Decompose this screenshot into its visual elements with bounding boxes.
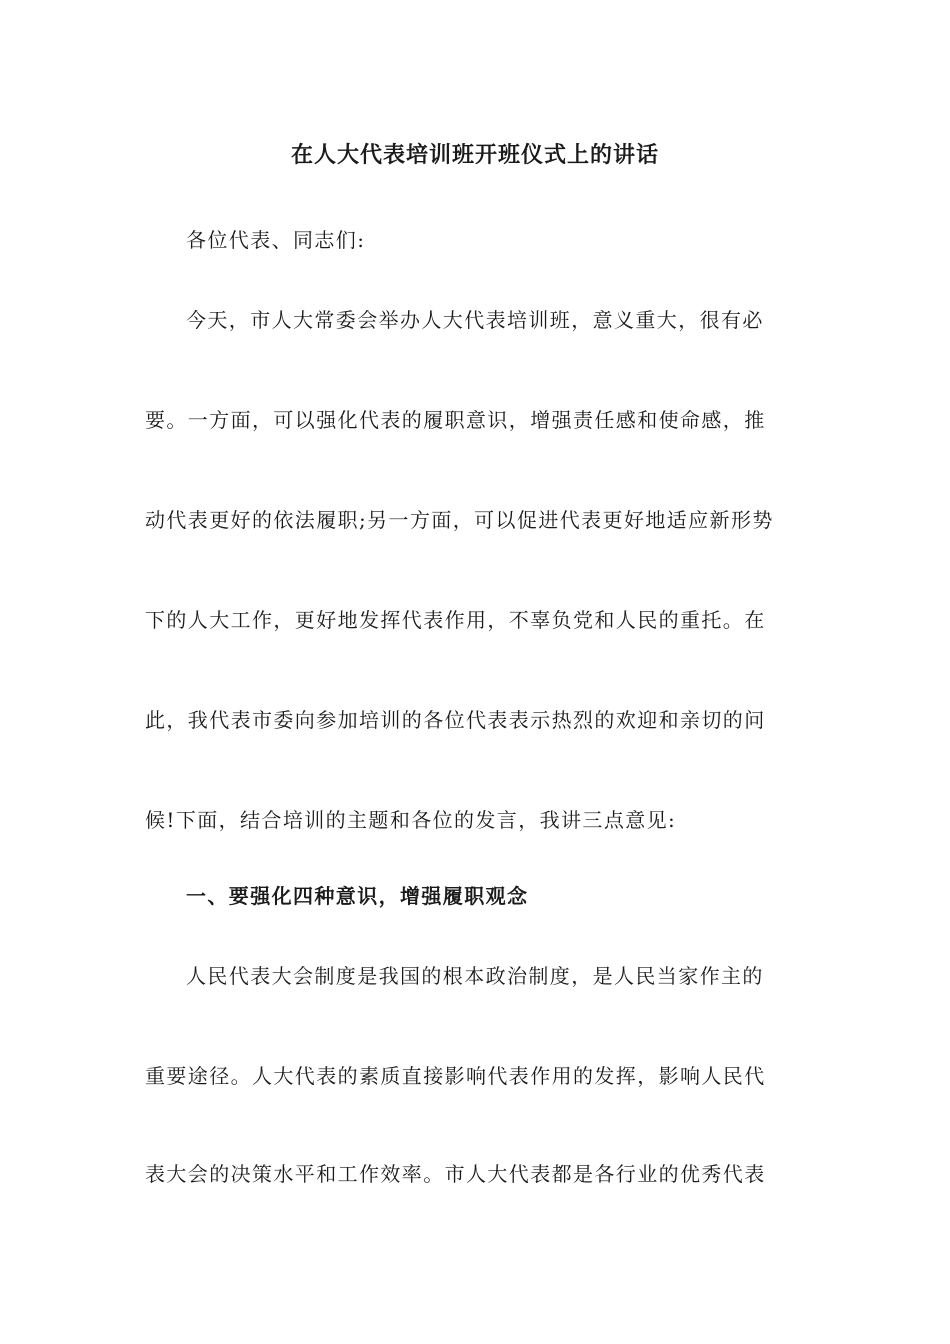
paragraph-line: 下的人大工作，更好地发挥代表作用，不辜负党和人民的重托。在 [145,608,766,632]
paragraph-line: 候!下面，结合培训的主题和各位的发言，我讲三点意见: [145,808,677,832]
paragraph-line: 要。一方面，可以强化代表的履职意识，增强责任感和使命感，推 [145,408,766,432]
paragraph-line: 动代表更好的依法履职;另一方面，可以促进代表更好地适应新形势 [145,508,774,532]
document-title: 在人大代表培训班开班仪式上的讲话 [290,142,659,168]
paragraph-line: 人民代表大会制度是我国的根本政治制度，是人民当家作主的 [186,964,764,988]
paragraph-line: 此，我代表市委向参加培训的各位代表表示热烈的欢迎和亲切的问 [145,708,766,732]
section-heading: 一、要强化四种意识，增强履职观念 [186,884,529,908]
paragraph-line: 今天，市人大常委会举办人大代表培训班，意义重大，很有必 [186,308,764,332]
paragraph-line: 表大会的决策水平和工作效率。市人大代表都是各行业的优秀代表 [145,1162,766,1186]
paragraph-line: 重要途径。人大代表的素质直接影响代表作用的发挥，影响人民代 [145,1064,766,1088]
salutation: 各位代表、同志们: [186,228,366,252]
